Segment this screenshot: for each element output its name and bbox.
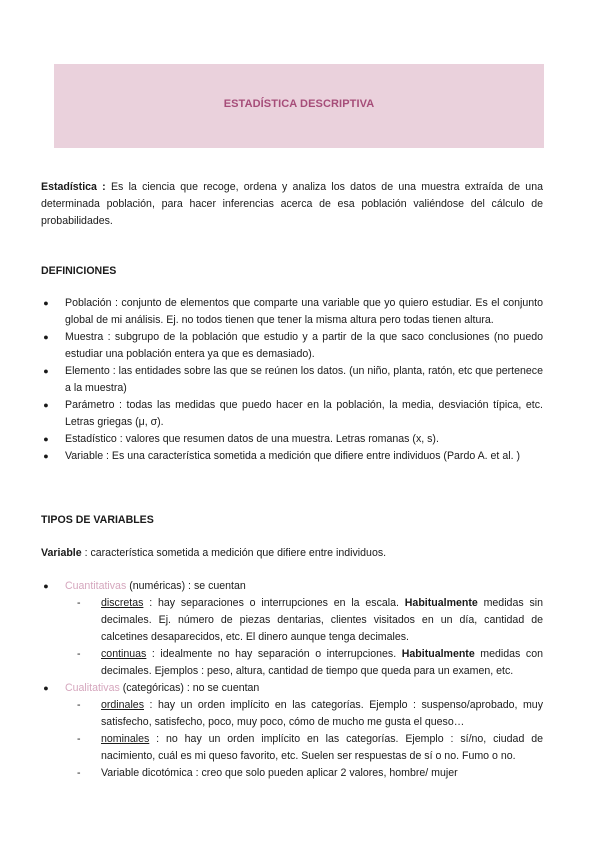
cualitativas-label: Cualitativas [65, 682, 120, 694]
bullet-icon: ● [43, 451, 49, 461]
discretas-text1: : hay separaciones o interrupciones en la escala. [143, 597, 405, 609]
sub-item-ordinales [41, 697, 543, 731]
bullet-icon: ● [43, 366, 49, 376]
dash-icon: - [77, 699, 81, 711]
definiciones-heading: DEFINICIONES [41, 265, 117, 277]
cualitativas-rest: (categóricas) : no se cuentan [119, 682, 260, 694]
bullet-icon: ● [43, 400, 49, 410]
title-banner [54, 64, 544, 148]
continuas-text2: medidas con decimales. Ejemplos : peso, altura, cantidad de tiempo que queda para un examen, etc. [101, 648, 543, 677]
dash-icon: - [77, 648, 81, 660]
cuantitativas-label: Cuantitativas [65, 580, 127, 592]
intro-text: Es la ciencia que recoge, ordena y analiza los datos de una muestra extraída de una determinada población, para hacer inferencias acerca de esa población valiéndose del cálculo de probabilidades. [41, 181, 543, 227]
intro-section [41, 179, 543, 230]
dash-icon: - [77, 767, 81, 779]
ordinales-term: ordinales [101, 699, 144, 711]
sub-item-discretas [41, 595, 543, 646]
definiciones-list-wrap [41, 295, 543, 465]
sub-item-continuas [41, 646, 543, 680]
list-item [41, 295, 543, 329]
sub-item-dicotomica [41, 765, 543, 782]
list-item [41, 363, 543, 397]
page-title: ESTADÍSTICA DESCRIPTIVA [223, 97, 375, 110]
list-item [41, 329, 543, 363]
intro-term: Estadística : [41, 181, 106, 193]
list-item-text: Variable : Es una característica sometida a medición que difiere entre individuos (Pardo A. et al. ) [65, 450, 520, 462]
bullet-icon: ● [43, 434, 49, 444]
tipos-list-wrap [41, 578, 543, 782]
tipos-list [41, 578, 543, 782]
variable-definition [41, 545, 543, 562]
list-item-text: Muestra : subgrupo de la población que estudio y a partir de la que saco conclusiones (no puedo estudiar una población entera ya que es demasiado). [65, 331, 543, 360]
dicotomica-text: Variable dicotómica : creo que solo pueden aplicar 2 valores, hombre/ mujer [101, 767, 458, 779]
definiciones-list [41, 295, 543, 465]
continuas-bold: Habitualmente [401, 648, 475, 660]
dash-icon: - [77, 733, 81, 745]
bullet-icon: ● [43, 298, 49, 308]
variable-term: Variable [41, 547, 82, 559]
list-item [41, 431, 543, 448]
cuantitativas-sublist [41, 595, 543, 680]
bullet-icon: ● [43, 581, 49, 591]
list-item [41, 397, 543, 431]
intro-paragraph [41, 179, 543, 230]
definiciones-section [41, 263, 543, 280]
list-item-text: Elemento : las entidades sobre las que se reúnen los datos. (un niño, planta, ratón, etc que pertenece a la muestra) [65, 365, 543, 394]
continuas-term: continuas [101, 648, 147, 660]
continuas-text1: : idealmente no hay separación o interrupciones. [146, 648, 402, 660]
nominales-term: nominales [101, 733, 150, 745]
list-item-cuantitativas [41, 578, 543, 680]
list-item-cualitativas [41, 680, 543, 782]
list-item-text: Estadístico : valores que resumen datos de una muestra. Letras romanas (x, s). [65, 433, 439, 445]
list-item-text: Parámetro : todas las medidas que puedo hacer en la población, la media, desviación típica, etc. Letras griegas (μ, σ). [65, 399, 543, 428]
list-item [41, 448, 543, 465]
ordinales-text: : hay un orden implícito en las categorías. Ejemplo : suspenso/aprobado, muy satisfecho, satisfecho, poco, muy poco, cómo de mucho me gusta el queso… [101, 699, 543, 728]
tipos-heading-wrap [41, 512, 543, 529]
bullet-icon: ● [43, 683, 49, 693]
discretas-term: discretas [101, 597, 144, 609]
cuantitativas-rest: (numéricas) : se cuentan [126, 580, 246, 592]
discretas-text2: medidas sin decimales. Ej. número de piezas dentarias, clientes visitados en un día, cantidad de calcetines desaparecidos, etc. El dinero aunque tenga decimales. [101, 597, 543, 643]
bullet-icon: ● [43, 332, 49, 342]
sub-item-nominales [41, 731, 543, 765]
list-item-text: Población : conjunto de elementos que comparte una variable que yo quiero estudiar. Es el conjunto global de mi análisis. Ej. no todos tienen que tener la misma altura pero todas tienen altura. [65, 297, 543, 326]
tipos-heading: TIPOS DE VARIABLES [41, 514, 154, 526]
discretas-bold: Habitualmente [404, 597, 478, 609]
cualitativas-sublist [41, 697, 543, 782]
variable-text: : característica sometida a medición que difiere entre individuos. [81, 547, 387, 559]
dash-icon: - [77, 597, 81, 609]
nominales-text: : no hay un orden implícito en las categorías. Ejemplo : sí/no, ciudad de nacimiento, cuál es mi queso favorito, etc. Suelen ser respuestas de sí o no. Fumo o no. [101, 733, 543, 762]
